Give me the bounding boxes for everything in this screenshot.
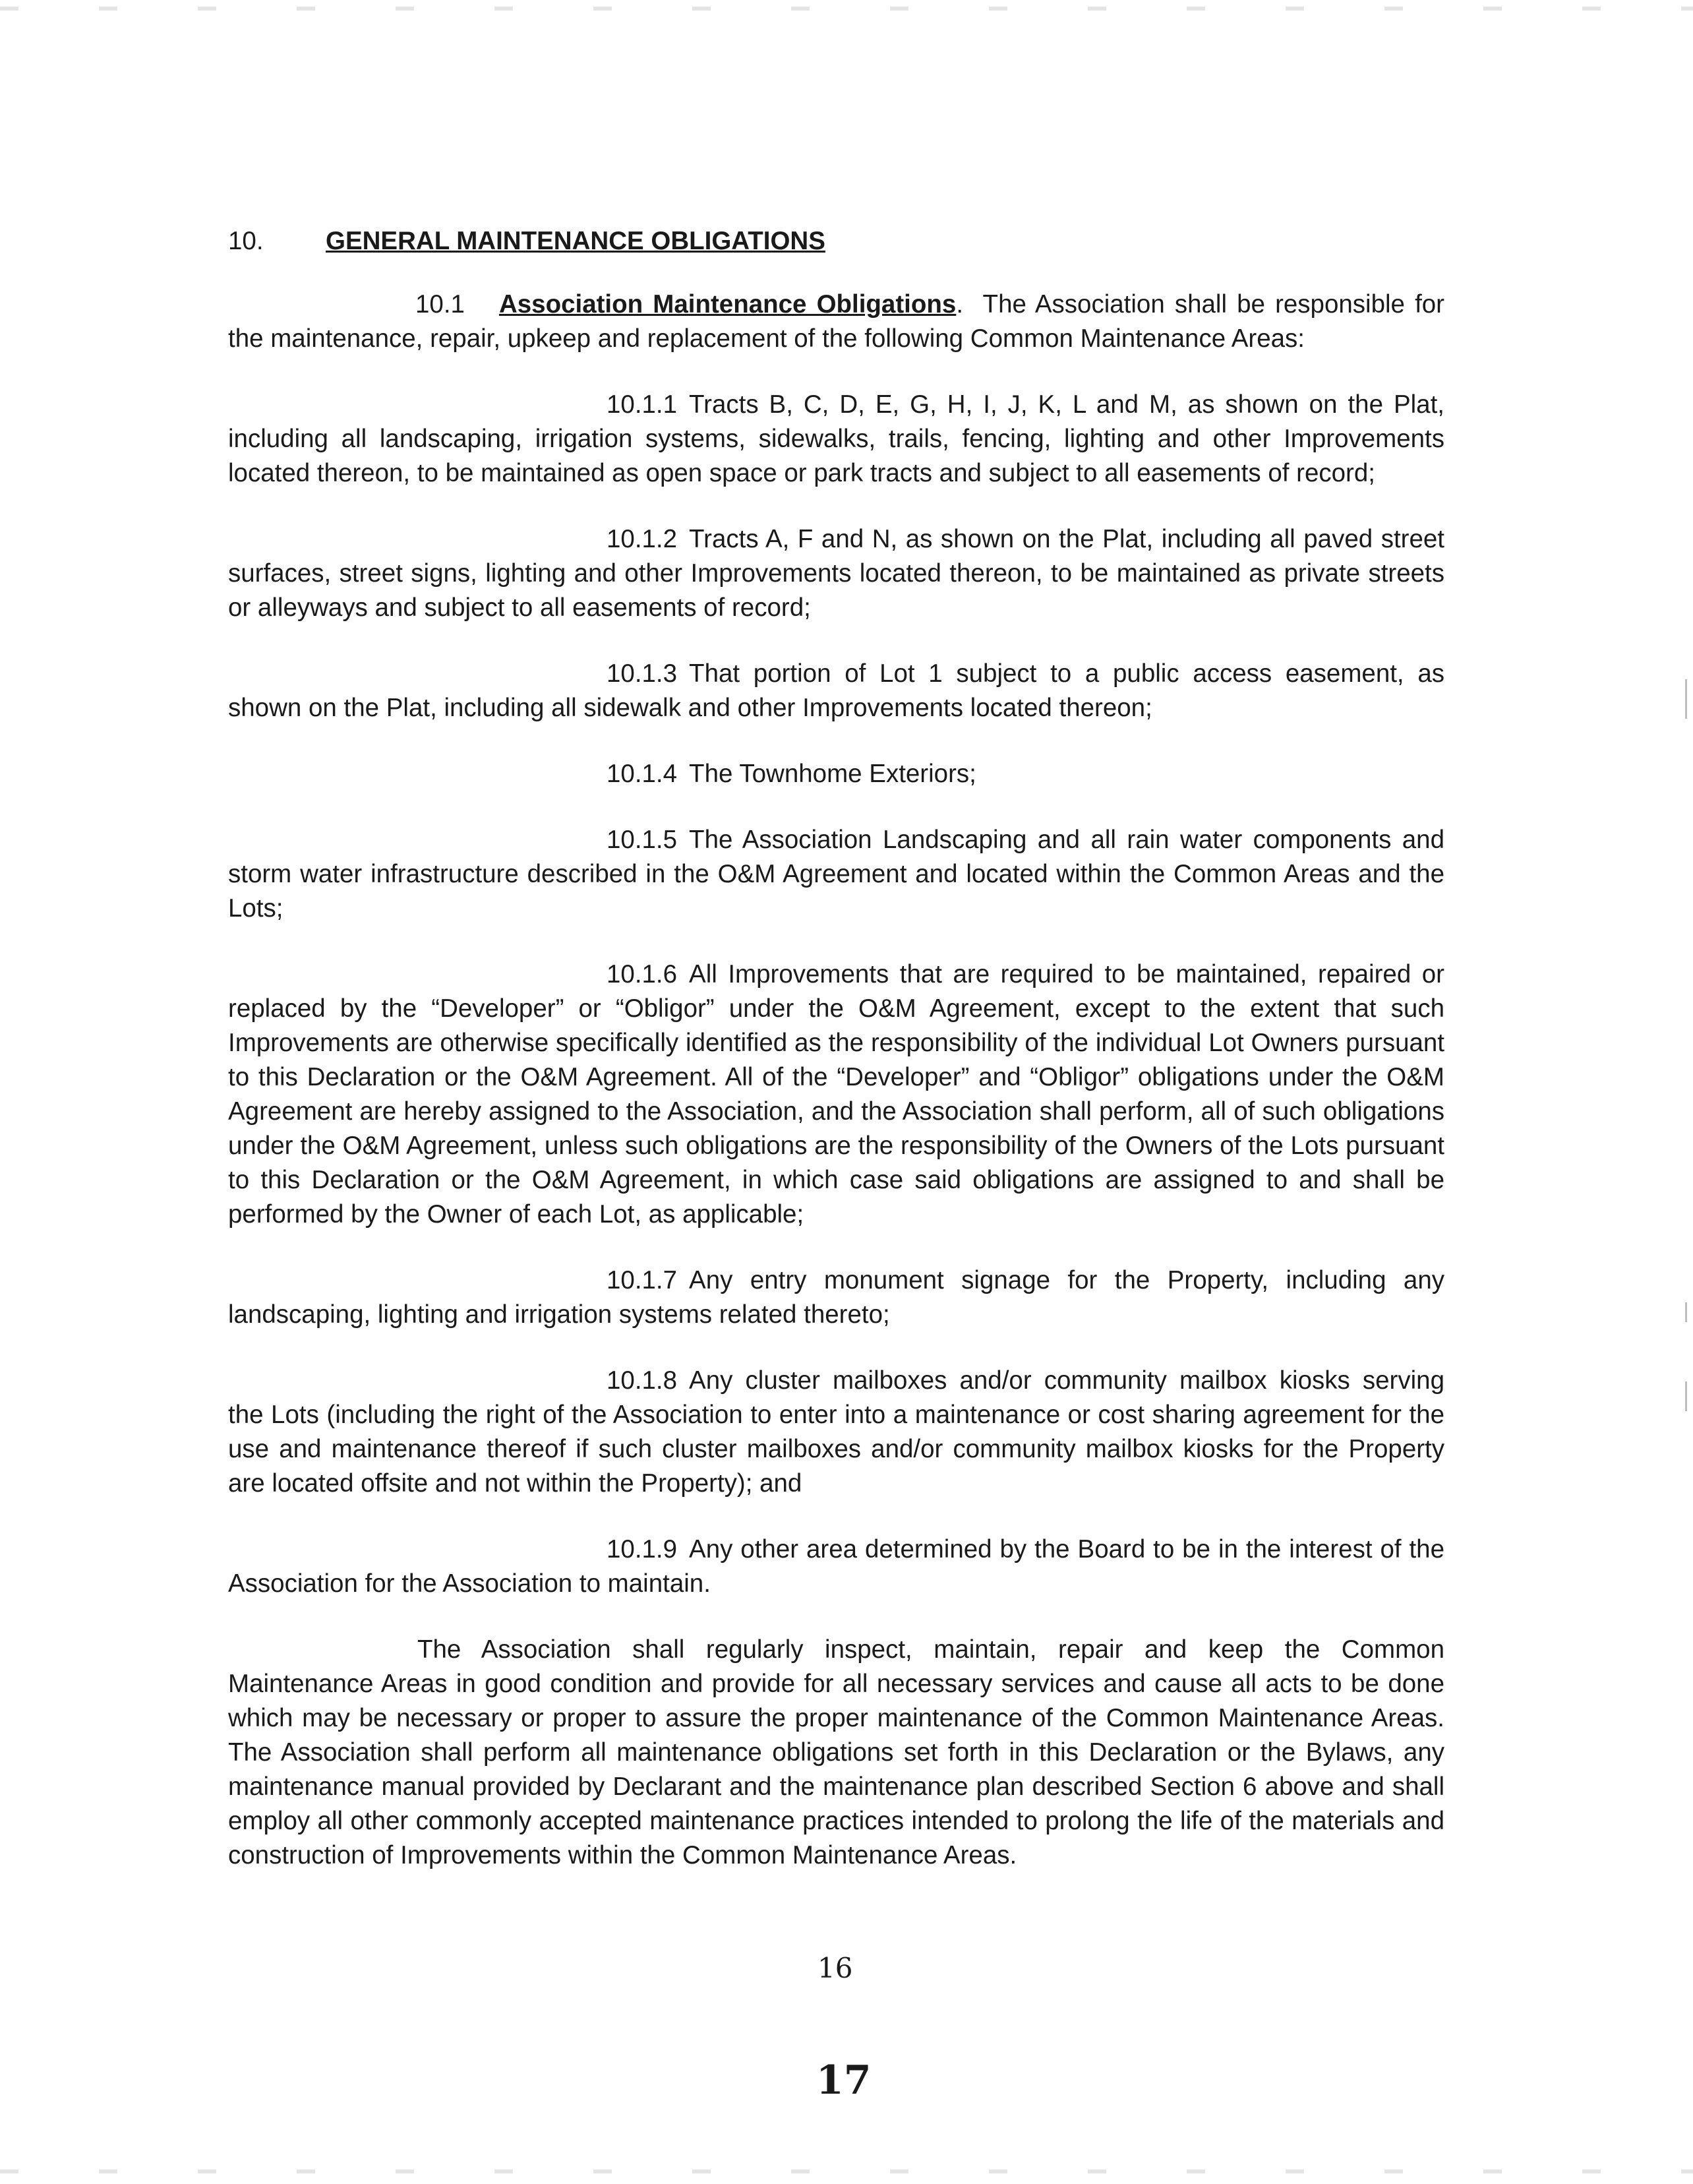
subsection-paragraph [228, 288, 1444, 356]
subsection-title-suffix: . [956, 290, 964, 318]
section-heading [228, 224, 1444, 258]
page-number: 16 [817, 1952, 853, 1984]
list-item [228, 1364, 1444, 1501]
handwritten-page-mark: 17 [816, 2057, 872, 2104]
scan-artifact-top [0, 7, 1693, 11]
item-number: 10.1.1 [607, 390, 678, 419]
scan-artifact-margin [1685, 1302, 1687, 1322]
subsection-intro: The Association shall be responsible for the maintenance, repair, upkeep and replacement of the following Common Maintenance Areas: [228, 290, 1444, 353]
list-item [228, 757, 1444, 791]
item-number: 10.1.5 [607, 826, 678, 854]
list-item [228, 1532, 1444, 1601]
scan-artifact-bottom [0, 2169, 1693, 2173]
scan-artifact-margin [1685, 1381, 1687, 1411]
item-text: The Association Landscaping and all rain water components and storm water infrastructure described in the O&M Agreement and located within the Common Areas and the Lots; [228, 826, 1444, 923]
item-number: 10.1.4 [607, 760, 678, 788]
item-number: 10.1.8 [607, 1366, 678, 1395]
scan-artifact-margin [1685, 679, 1687, 719]
section-title: GENERAL MAINTENANCE OBLIGATIONS [326, 227, 825, 255]
item-text: All Improvements that are required to be maintained, repaired or replaced by the “Developer” or “Obligor” under the O&M Agreement, except to the extent that such Improvements are otherwise specifically identified as the responsibility of the individual Lot Owners pursuant to this Declaration or the O&M Agreement. All of the “Developer” and “Obligor” obligations under the O&M Agreement are hereby assigned to the Association, and the Association shall perform, all of such obligations under the O&M Agreement, unless such obligations are the responsibility of the Owners of the Lots pursuant to this Declaration or the O&M Agreement, in which case said obligations are assigned to and shall be performed by the Owner of each Lot, as applicable; [228, 960, 1444, 1228]
item-text: The Townhome Exteriors; [689, 760, 976, 788]
item-text: Tracts A, F and N, as shown on the Plat, including all paved street surfaces, street signs, lighting and other Improvements located thereon, to be maintained as private streets or alleyways and subject to all easements of record; [228, 525, 1444, 622]
list-item [228, 657, 1444, 725]
list-item [228, 522, 1444, 625]
item-text: Any cluster mailboxes and/or community mailbox kiosks serving the Lots (including the right of the Association to enter into a maintenance or cost sharing agreement for the use and maintenance thereof if such cluster mailboxes and/or community mailbox kiosks for the Property are located offsite and not within the Property); and [228, 1366, 1444, 1498]
item-text: Any entry monument signage for the Property, including any landscaping, lighting and irrigation systems related thereto; [228, 1266, 1444, 1329]
closing-paragraph: The Association shall regularly inspect, maintain, repair and keep the Common Maintenance Areas in good condition and provide for all necessary services and cause all acts to be done which may be necessary or proper to assure the proper maintenance of the Common Maintenance Areas. The Association shall perform all maintenance obligations set forth in this Declaration or the Bylaws, any maintenance manual provided by Declarant and the maintenance plan described Section 6 above and shall employ all other commonly accepted maintenance practices intended to prolong the life of the materials and construction of Improvements within the Common Maintenance Areas. [228, 1635, 1444, 1869]
document-body [228, 224, 1444, 1904]
list-item [228, 823, 1444, 926]
item-number: 10.1.3 [607, 659, 678, 688]
subsection-number: 10.1 [415, 290, 465, 318]
list-item [228, 957, 1444, 1232]
subsection-title: Association Maintenance Obligations [498, 290, 957, 318]
item-number: 10.1.9 [607, 1535, 678, 1563]
list-item [228, 1263, 1444, 1332]
item-text: That portion of Lot 1 subject to a public access easement, as shown on the Plat, including all sidewalk and other Improvements located thereon; [228, 659, 1444, 722]
item-number: 10.1.6 [607, 960, 678, 988]
item-text: Tracts B, C, D, E, G, H, I, J, K, L and M, as shown on the Plat, including all landscaping, irrigation systems, sidewalks, trails, fencing, lighting and other Improvements located thereon, to be maintained as open space or park tracts and subject to all easements of record; [228, 390, 1444, 487]
item-text: Any other area determined by the Board to be in the interest of the Association for the Association to maintain. [228, 1535, 1444, 1598]
item-number: 10.1.2 [607, 525, 678, 553]
section-number: 10. [228, 227, 264, 255]
item-number: 10.1.7 [607, 1266, 678, 1294]
list-item [228, 388, 1444, 491]
